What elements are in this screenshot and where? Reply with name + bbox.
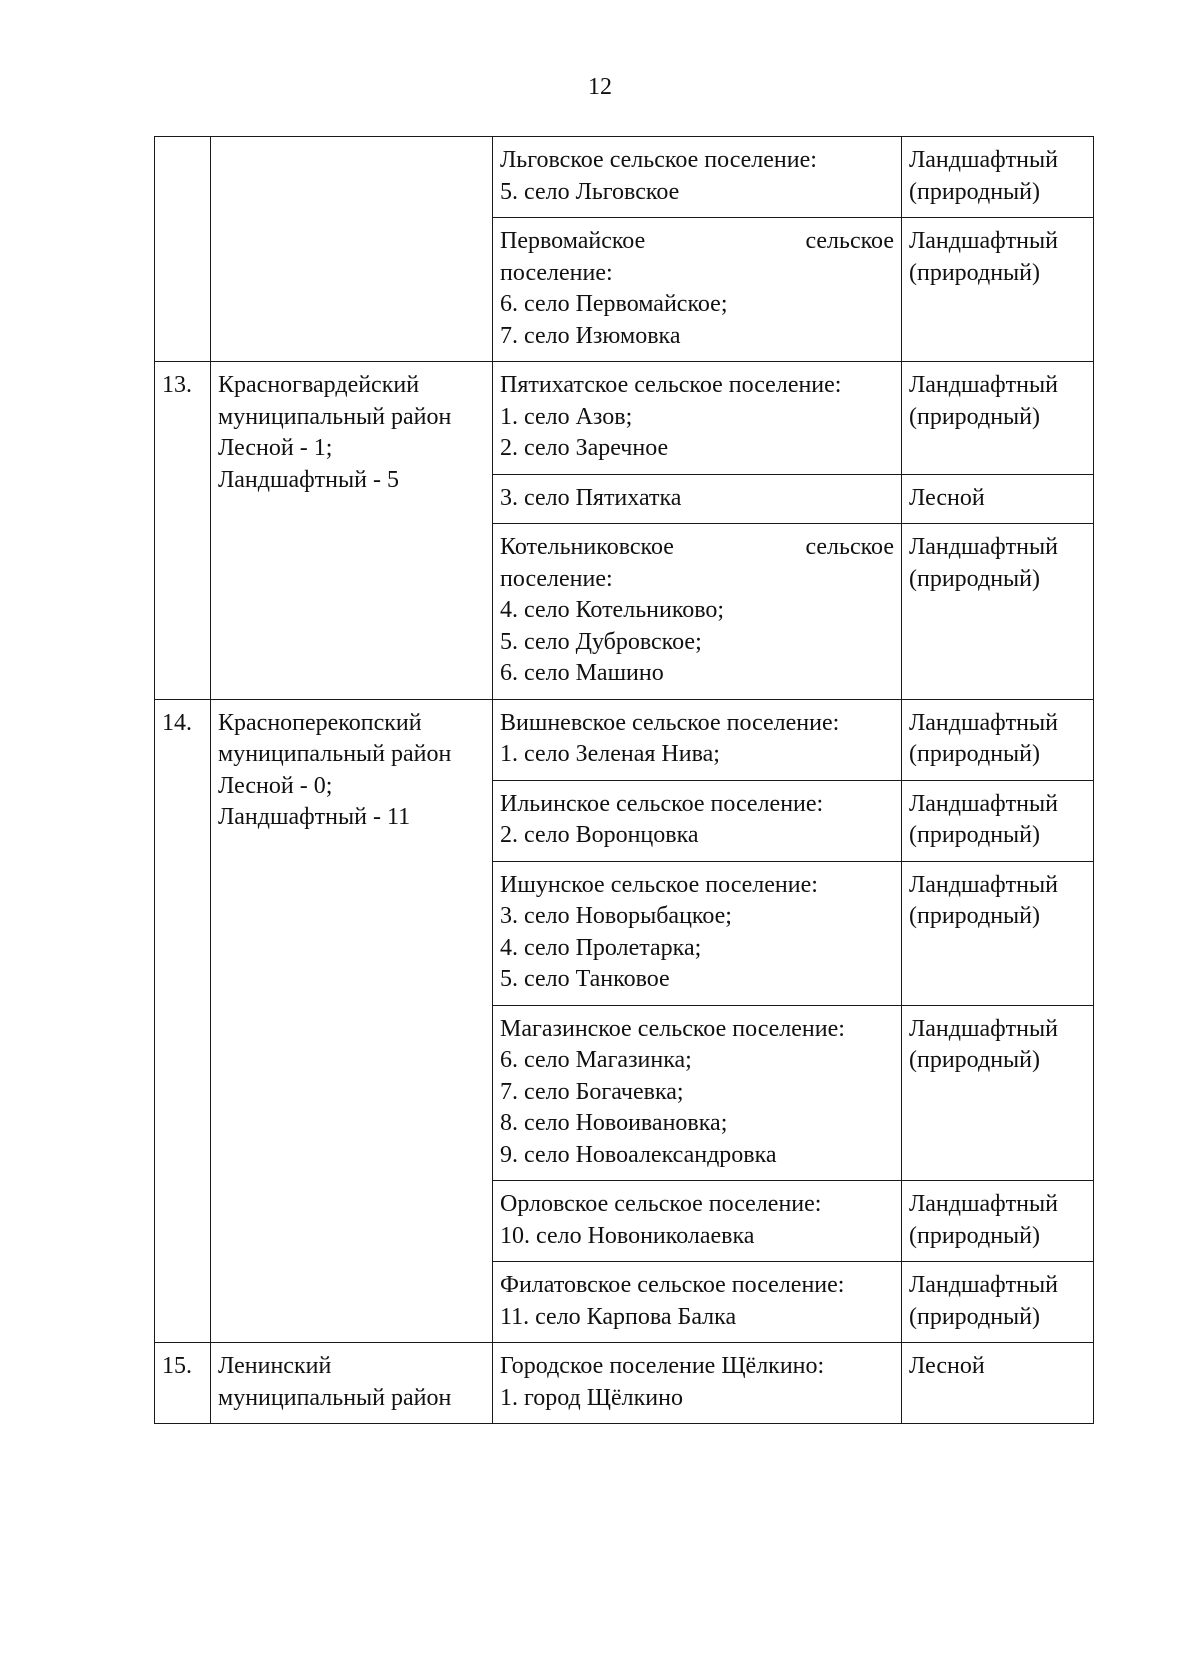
text-line: 7. село Изюмовка bbox=[500, 322, 681, 349]
text-line: Магазинское сельское поселение: bbox=[500, 1015, 845, 1042]
district-cell bbox=[211, 137, 493, 362]
text-line: поселение: bbox=[500, 259, 613, 286]
text-line: Ландшафтный bbox=[909, 790, 1058, 817]
row-number: 15. bbox=[162, 1353, 192, 1379]
text-line: 10. село Новониколаевка bbox=[500, 1222, 755, 1249]
regime-type-cell bbox=[902, 1262, 1094, 1343]
text-line: 3. село Пятихатка bbox=[500, 484, 682, 511]
text-line: (природный) bbox=[909, 178, 1041, 205]
text-line: Вишневское сельское поселение: bbox=[500, 709, 840, 736]
page-number: 12 bbox=[588, 74, 612, 100]
text-line: (природный) bbox=[909, 822, 1041, 848]
text-line: 1. село Азов; bbox=[500, 403, 633, 430]
text-line: (природный) bbox=[909, 565, 1041, 592]
text-line: (природный) bbox=[909, 259, 1041, 286]
text-line: 5. село Дубровское; bbox=[500, 628, 702, 655]
text-line: Ландшафтный bbox=[909, 1015, 1058, 1042]
regime-type-cell bbox=[902, 137, 1094, 218]
text-line: Ландшафтный bbox=[909, 147, 1058, 173]
text-line: Ландшафтный - 5 bbox=[218, 466, 399, 493]
text-line: Ленинский bbox=[218, 1353, 332, 1379]
regime-type-cell bbox=[902, 218, 1094, 362]
settlement-cell bbox=[493, 1262, 902, 1343]
text-line: 8. село Новоивановка; bbox=[500, 1110, 728, 1136]
text-line: Городское поселение Щёлкино: bbox=[500, 1353, 825, 1379]
text-line: Пятихатское сельское поселение: bbox=[500, 372, 842, 398]
text-line: 9. село Новоалександровка bbox=[500, 1141, 777, 1168]
text-line: (природный) bbox=[909, 903, 1041, 929]
text-line: Красноперекопский bbox=[218, 709, 422, 736]
number-cell bbox=[155, 699, 211, 1343]
number-cell bbox=[155, 362, 211, 700]
table-row bbox=[155, 1343, 1094, 1424]
text-line: Филатовское сельское поселение: bbox=[500, 1272, 845, 1298]
district-cell bbox=[211, 699, 493, 1343]
text-line: Ильинское сельское поселение: bbox=[500, 790, 824, 817]
text-line: Лесной - 0; bbox=[218, 772, 333, 799]
text-line: Лесной bbox=[909, 1353, 985, 1379]
regime-type-cell bbox=[902, 861, 1094, 1005]
text-line: 5. село Льговское bbox=[500, 178, 680, 205]
table-row bbox=[155, 137, 1094, 218]
settlement-cell bbox=[493, 1343, 902, 1424]
heading-word: сельское bbox=[805, 228, 894, 254]
table-row bbox=[155, 699, 1094, 780]
text-line: Ишунское сельское поселение: bbox=[500, 871, 818, 898]
text-line: Ландшафтный bbox=[909, 709, 1058, 736]
text-line: 5. село Танковое bbox=[500, 966, 670, 992]
text-line: муниципальный район bbox=[218, 1384, 452, 1411]
heading-word: Первомайское bbox=[500, 228, 646, 254]
text-line: 1. город Щёлкино bbox=[500, 1384, 683, 1411]
settlement-cell bbox=[493, 1181, 902, 1262]
settlement-heading-line bbox=[500, 226, 894, 258]
text-line: Льговское сельское поселение: bbox=[500, 147, 817, 173]
settlement-cell bbox=[493, 362, 902, 475]
text-line: Ландшафтный bbox=[909, 534, 1058, 560]
text-line: 4. село Пролетарка; bbox=[500, 934, 702, 961]
text-line: 2. село Воронцовка bbox=[500, 822, 699, 848]
text-line: 3. село Новорыбацкое; bbox=[500, 903, 732, 929]
number-cell bbox=[155, 137, 211, 362]
text-line: (природный) bbox=[909, 1222, 1041, 1249]
regime-type-cell bbox=[902, 1343, 1094, 1424]
table-row bbox=[155, 362, 1094, 475]
settlement-cell bbox=[493, 780, 902, 861]
text-line: Ландшафтный - 11 bbox=[218, 804, 411, 830]
number-cell bbox=[155, 1343, 211, 1424]
row-number: 13. bbox=[162, 372, 192, 398]
text-line: Ландшафтный bbox=[909, 372, 1058, 398]
text-line: 4. село Котельниково; bbox=[500, 597, 725, 623]
settlement-cell bbox=[493, 861, 902, 1005]
text-line: 7. село Богачевка; bbox=[500, 1078, 684, 1105]
settlement-cell bbox=[493, 218, 902, 362]
regime-type-cell bbox=[902, 780, 1094, 861]
text-line: Красногвардейский bbox=[218, 372, 420, 398]
text-line: 6. село Магазинка; bbox=[500, 1047, 692, 1073]
text-line: 1. село Зеленая Нива; bbox=[500, 741, 720, 767]
text-line: муниципальный район bbox=[218, 741, 452, 767]
settlement-heading-line bbox=[500, 532, 894, 564]
text-line: 11. село Карпова Балка bbox=[500, 1303, 737, 1330]
text-line: (природный) bbox=[909, 1047, 1041, 1073]
regime-type-cell bbox=[902, 362, 1094, 475]
settlements-table bbox=[154, 136, 1094, 1424]
settlement-cell bbox=[493, 1005, 902, 1181]
text-line: 6. село Машино bbox=[500, 660, 664, 686]
text-line: муниципальный район bbox=[218, 403, 452, 430]
regime-type-cell bbox=[902, 1005, 1094, 1181]
district-cell bbox=[211, 362, 493, 700]
text-line: 2. село Заречное bbox=[500, 435, 669, 461]
regime-type-cell bbox=[902, 1181, 1094, 1262]
settlement-cell bbox=[493, 137, 902, 218]
text-line: Лесной - 1; bbox=[218, 435, 333, 461]
settlement-cell bbox=[493, 524, 902, 700]
text-line: Лесной bbox=[909, 484, 985, 511]
text-line: Ландшафтный bbox=[909, 1272, 1058, 1298]
text-line: (природный) bbox=[909, 741, 1041, 767]
text-line: 6. село Первомайское; bbox=[500, 291, 728, 317]
text-line: Ландшафтный bbox=[909, 1191, 1058, 1217]
text-line: (природный) bbox=[909, 1303, 1041, 1330]
regime-type-cell bbox=[902, 699, 1094, 780]
settlement-cell bbox=[493, 474, 902, 524]
row-number: 14. bbox=[162, 709, 192, 736]
district-cell bbox=[211, 1343, 493, 1424]
text-line: Ландшафтный bbox=[909, 871, 1058, 898]
regime-type-cell bbox=[902, 474, 1094, 524]
settlement-cell bbox=[493, 699, 902, 780]
regime-type-cell bbox=[902, 524, 1094, 700]
text-line: Орловское сельское поселение: bbox=[500, 1191, 822, 1217]
text-line: (природный) bbox=[909, 403, 1041, 430]
heading-word: Котельниковское bbox=[500, 534, 674, 560]
heading-word: сельское bbox=[805, 534, 894, 560]
table-body bbox=[155, 137, 1094, 1424]
text-line: Ландшафтный bbox=[909, 228, 1058, 254]
text-line: поселение: bbox=[500, 565, 613, 592]
